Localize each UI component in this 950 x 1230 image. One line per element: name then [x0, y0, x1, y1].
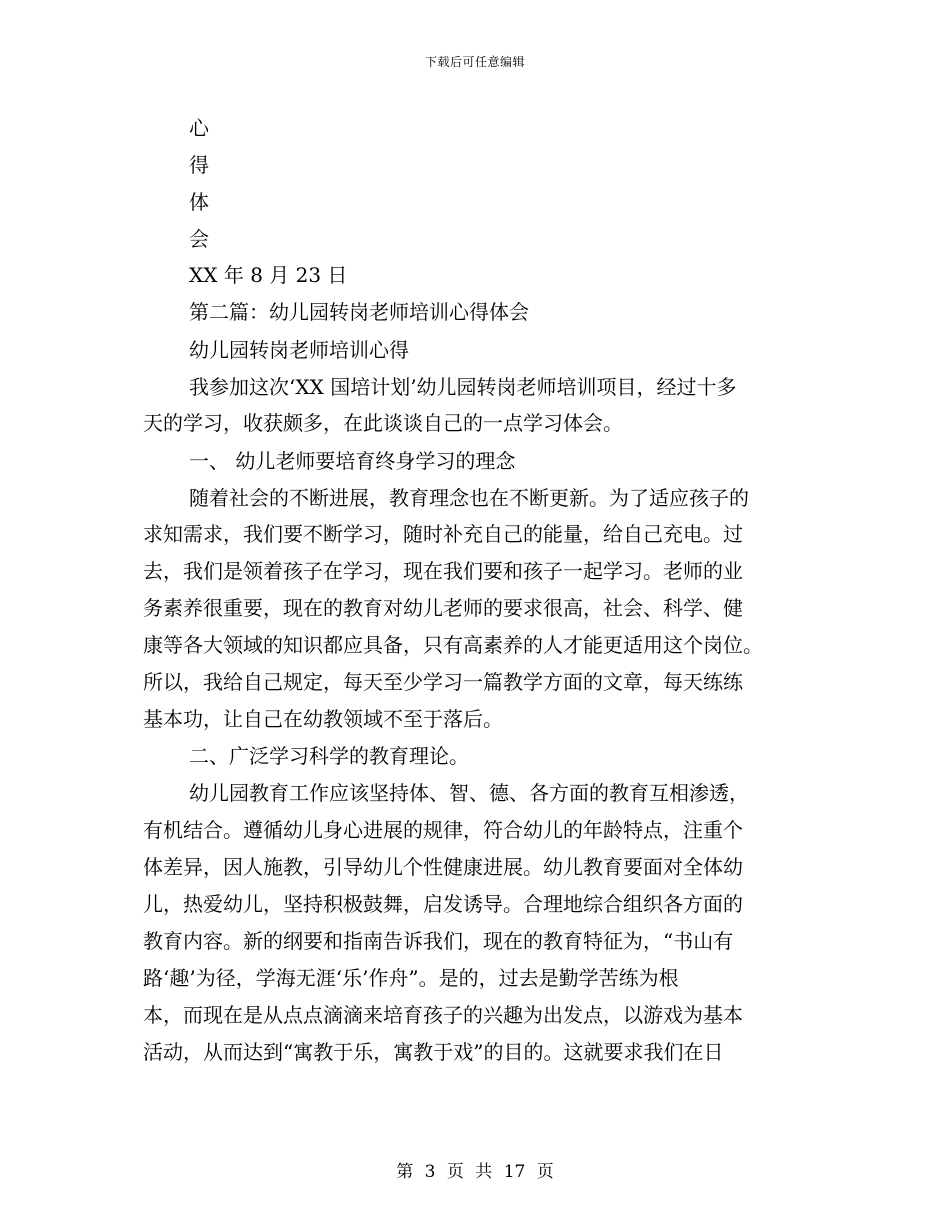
article-title: 幼儿园转岗老师培训心得 [189, 338, 409, 362]
section-title: 第二篇：幼儿园转岗老师培训心得体会 [189, 300, 529, 324]
paragraph-line: 本，而现在是从点点滴滴来培育孩子的兴趣为出发点，以游戏为基本 [143, 1003, 743, 1027]
date-line: XX 年 8 月 23 日 [189, 263, 348, 287]
paragraph-line: 天的学习，收获颇多，在此谈谈自己的一点学习体会。 [143, 411, 623, 435]
text-line: 体 [189, 190, 209, 214]
paragraph-line: 幼儿园教育工作应该坚持体、智、德、各方面的教育互相渗透， [189, 781, 749, 805]
paragraph-line: 所以，我给自己规定，每天至少学习一篇教学方面的文章，每天练练 [143, 670, 743, 694]
paragraph-line: 随着社会的不断进展，教育理念也在不断更新。为了适应孩子的 [189, 486, 749, 510]
paragraph-line: 路‘趣’为径，学海无涯‘乐’作舟”。是的，过去是勤学苦练为根 [143, 966, 679, 990]
paragraph-line: 活动，从而达到“寓教于乐，寓教于戏”的目的。这就要求我们在日 [143, 1040, 724, 1064]
text-line: 得 [189, 153, 209, 177]
paragraph-line: 务素养很重要，现在的教育对幼儿老师的要求很高，社会、科学、健 [143, 596, 743, 620]
paragraph-line: 儿，热爱幼儿，坚持积极鼓舞，启发诱导。合理地综合组织各方面的 [143, 892, 743, 916]
paragraph-line: 求知需求，我们要不断学习，随时补充自己的能量，给自己充电。过 [143, 522, 743, 546]
paragraph-line: 基本功，让自己在幼教领域不至于落后。 [143, 707, 503, 731]
page-header: 下载后可任意编辑 [424, 55, 525, 69]
page-number: 第 3 页 共 17 页 [396, 1162, 554, 1182]
paragraph-line: 康等各大领域的知识都应具备，只有高素养的人才能更适用这个岗位。 [143, 633, 763, 657]
paragraph-line: 体差异，因人施教，引导幼儿个性健康进展。幼儿教育要面对全体幼 [143, 855, 743, 879]
heading-line: 一、 幼儿老师要培育终身学习的理念 [189, 449, 516, 473]
heading-line: 二、广泛学习科学的教育理论。 [189, 744, 469, 768]
text-line: 心 [189, 116, 209, 140]
paragraph-line: 有机结合。遵循幼儿身心进展的规律，符合幼儿的年龄特点，注重个 [143, 818, 743, 842]
text-line: 会 [189, 227, 209, 251]
paragraph-line: 我参加这次‘XX 国培计划’幼儿园转岗老师培训项目，经过十多 [189, 375, 737, 399]
paragraph-line: 去，我们是领着孩子在学习，现在我们要和孩子一起学习。老师的业 [143, 559, 743, 583]
paragraph-line: 教育内容。新的纲要和指南告诉我们，现在的教育特征为，“书山有 [143, 929, 734, 953]
